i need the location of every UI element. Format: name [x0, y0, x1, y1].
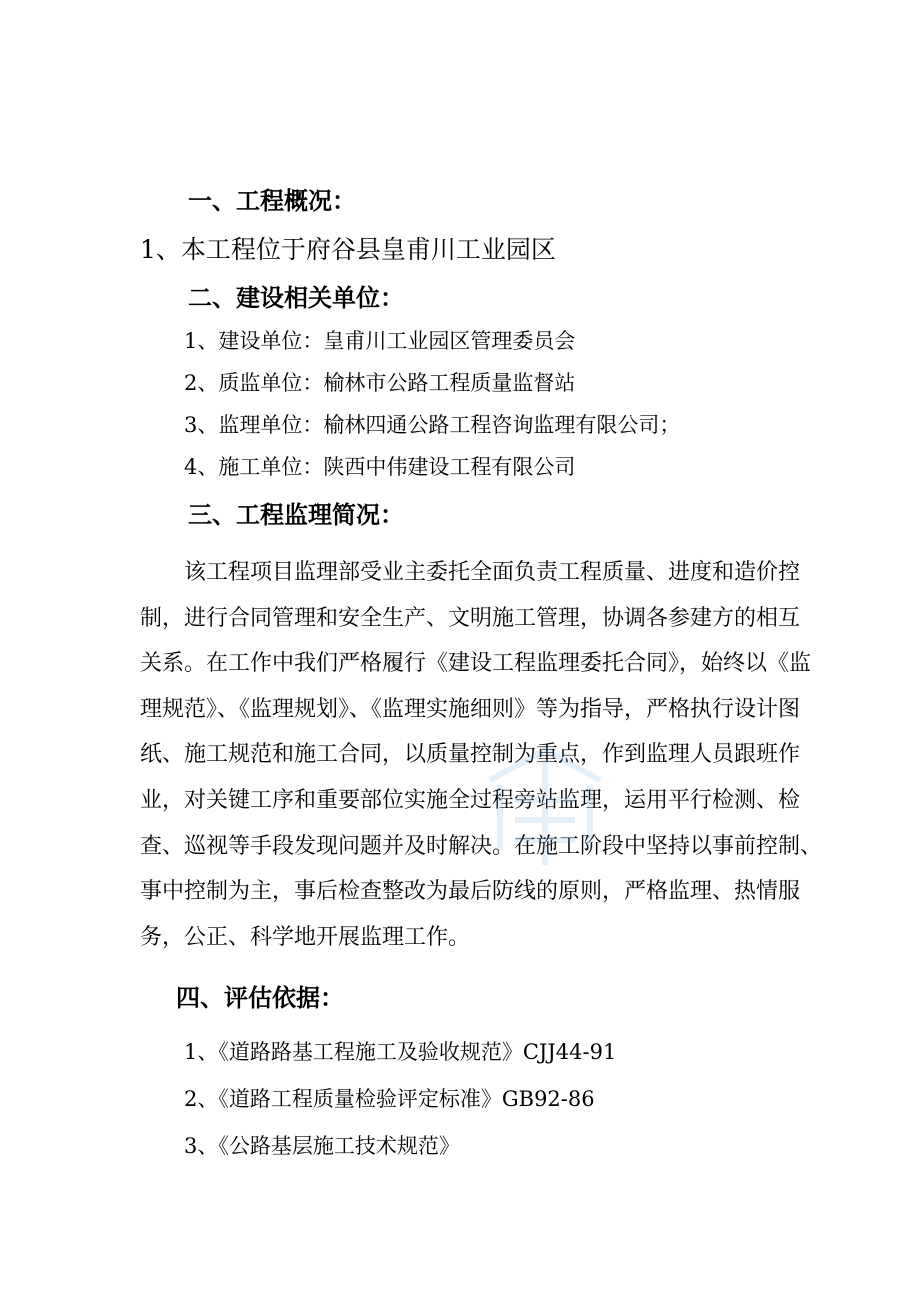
paragraph-line: 查、巡视等手段发现问题并及时解决。在施工阶段中坚持以事前控制、 [140, 833, 823, 859]
supervision-paragraph [140, 550, 823, 960]
watermark-logo-icon [470, 740, 620, 880]
party-item-contractor: 4、施工单位：陕西中伟建设工程有限公司 [184, 455, 576, 479]
basis-item-base-course-spec: 3、《公路基层施工技术规范》 [184, 1134, 460, 1158]
party-item-supervisor: 3、监理单位：榆林四通公路工程咨询监理有限公司； [184, 413, 681, 437]
paragraph-line: 制，进行合同管理和安全生产、文明施工管理，协调各参建方的相互 [140, 605, 801, 631]
section-heading-basis: 四、评估依据： [176, 984, 344, 1012]
paragraph-line: 关系。在工作中我们严格履行《建设工程监理委托合同》，始终以《监 [140, 651, 812, 677]
paragraph-line: 理规范》、《监理规划》、《监理实施细则》等为指导，严格执行设计图 [140, 696, 801, 722]
paragraph-line: 纸、施工规范和施工合同，以质量控制为重点，作到监理人员跟班作 [140, 742, 801, 768]
project-location: 1、本工程位于府谷县皇甫川工业园区 [140, 235, 556, 264]
section-heading-supervision: 三、工程监理简况： [188, 501, 404, 529]
basis-item-subgrade-spec: 1、《道路路基工程施工及验收规范》CJJ44-91 [184, 1040, 617, 1064]
paragraph-line: 业，对关键工序和重要部位实施全过程旁站监理，运用平行检测、检 [140, 787, 801, 813]
section-heading-overview: 一、工程概况： [188, 187, 356, 215]
party-item-builder: 1、建设单位：皇甫川工业园区管理委员会 [184, 329, 576, 353]
party-item-quality-supervisor: 2、质监单位：榆林市公路工程质量监督站 [184, 371, 576, 395]
basis-item-quality-standard: 2、《道路工程质量检验评定标准》GB92-86 [184, 1087, 595, 1111]
section-heading-parties: 二、建设相关单位： [188, 284, 404, 312]
paragraph-line: 事中控制为主，事后检查整改为最后防线的原则，严格监理、热情服 [140, 879, 801, 905]
paragraph-line: 该工程项目监理部受业主委托全面负责工程质量、进度和造价控 [184, 560, 801, 585]
paragraph-line: 务，公正、科学地开展监理工作。 [140, 924, 471, 950]
